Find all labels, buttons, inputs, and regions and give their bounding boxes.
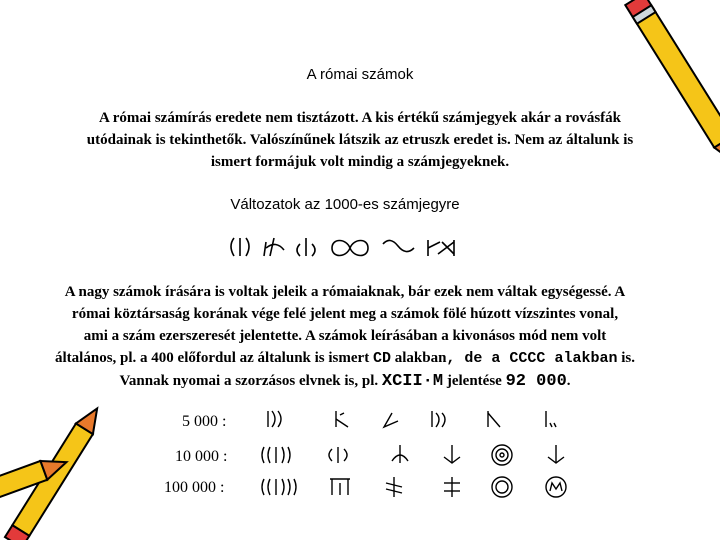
glyph-5000-6: [546, 411, 556, 427]
main-line-5-text-a: Vannak nyomai a szorzásos elvnek is, pl.: [119, 373, 382, 389]
glyph-5000-4: [432, 411, 445, 427]
page-title: A római számok: [306, 66, 414, 83]
multiplication-expression: XCII·M: [381, 372, 444, 391]
glyph-100000-1: [262, 479, 296, 495]
glyph-10000-1: [262, 447, 290, 463]
glyph-5000-1: [268, 411, 281, 427]
main-line-4-text-a: általános, pl. a 400 előfordul az általunk is ismert: [55, 350, 373, 366]
glyph-5000-5: [488, 411, 500, 427]
row-label-100000: 100 000 :: [164, 479, 225, 496]
main-paragraph: [0, 281, 690, 393]
thousand-variants-glyphs: [228, 234, 508, 264]
main-line-4-text-d: is.: [617, 350, 635, 366]
main-line-4-text-b: alakban: [390, 350, 447, 366]
intro-paragraph: [0, 107, 720, 173]
glyph-100000-4: [444, 477, 460, 497]
cd-notation: CD: [372, 350, 391, 367]
intro-line-2: utódainak is tekinthetők. Valószínűnek látszik az etruszk eredet is. Nem az általunk is: [86, 132, 634, 148]
large-number-glyph-table: [260, 405, 590, 505]
glyph-100000-2: [330, 479, 350, 495]
glyph-10000-3: [392, 445, 408, 463]
main-line-2: római köztársaság korának vége felé jelent meg a számok fölé húzott vízszintes vonal,: [71, 306, 619, 322]
main-line-3: ami a szám ezerszeresét jelentette. A számok leírásában a kivonásos mód nem volt: [83, 328, 607, 344]
glyph-5000-2: [336, 411, 348, 427]
glyph-10000-6: [548, 445, 564, 463]
intro-line-3: ismert formájuk volt mindig a számjegyeknek.: [210, 154, 510, 170]
row-label-5000: 5 000 :: [182, 413, 227, 430]
glyph-100000-3: [386, 477, 402, 497]
glyph-10000-4: [444, 445, 460, 463]
cccc-notation: , de a CCCC alakban: [446, 350, 618, 367]
multiplication-result: 92 000: [505, 372, 567, 391]
main-line-5-text-b: jelentése: [443, 373, 506, 389]
pencil-icon: [0, 380, 170, 540]
main-line-4: [0, 347, 690, 370]
glyph-10000-2: [329, 447, 347, 463]
glyph-100000-5: [492, 477, 512, 497]
glyph-10000-5: [492, 445, 512, 465]
main-line-5-text-c: .: [566, 373, 571, 389]
intro-line-1: A római számírás eredete nem tisztázott. A kis értékű számjegyek akár a rovásfák: [99, 110, 621, 126]
section-subtitle: Változatok az 1000-es számjegyre: [230, 196, 460, 213]
glyph-100000-6: [546, 477, 566, 497]
main-line-1: A nagy számok írására is voltak jeleik a rómaiaknak, bár ezek nem váltak egységessé. A: [64, 284, 626, 300]
row-label-10000: 10 000 :: [175, 448, 228, 465]
glyph-5000-3: [384, 413, 398, 427]
